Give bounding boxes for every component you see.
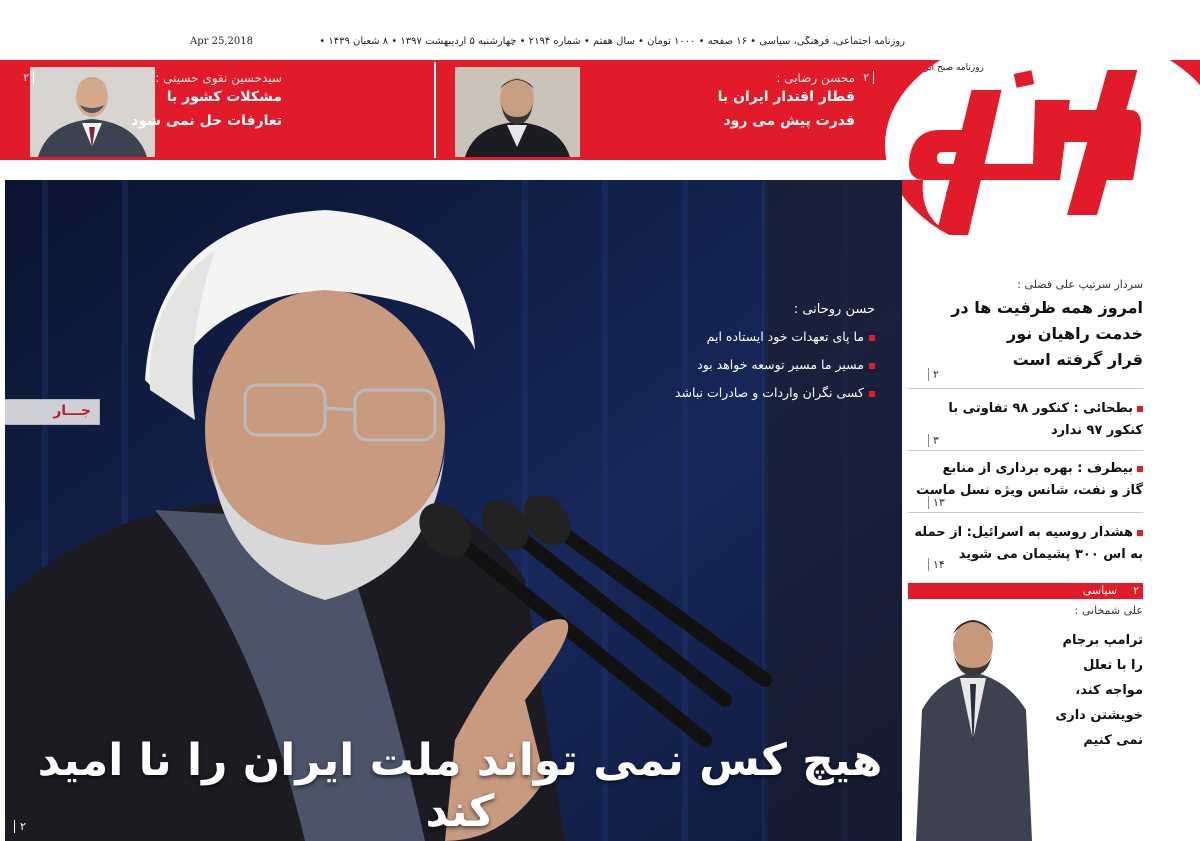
headline-line: امروز همه ظرفیت ها در (951, 298, 1143, 317)
logo-tagline: روزنامه صبح ایران (915, 63, 984, 73)
headline-line: نمی کنیم (1083, 733, 1143, 748)
headline-line: کنکور ۹۷ ندارد (1051, 423, 1143, 438)
section-bar-politics[interactable] (908, 583, 1143, 599)
news-item[interactable] (908, 458, 1143, 509)
watermark-label: جـــار (5, 399, 100, 425)
teaser-page-number: ۲ (863, 71, 874, 84)
headline-line: خدمت راهیان نور (1007, 324, 1143, 343)
news-item[interactable] (908, 522, 1143, 571)
story-headline (908, 398, 1143, 442)
main-photo[interactable] (5, 180, 902, 841)
teaser-photo-rezaei (455, 67, 580, 157)
main-headline[interactable]: هیچ کس نمی تواند ملت ایران را نا امید کند (37, 735, 883, 837)
news-item[interactable] (908, 398, 1143, 447)
right-column (908, 260, 1198, 841)
quote-item (660, 385, 875, 400)
story-page-number: ۳ (928, 434, 939, 447)
quote-text: کسی نگران واردات و صادرات نباشد (674, 385, 864, 400)
story-author: سردار سرتیپ علی فضلی : (1017, 278, 1143, 291)
newspaper-logo[interactable] (885, 30, 1200, 260)
masthead-info: روزنامه اجتماعی، فرهنگی، سیاسی • ۱۶ صفحه • ۱۰۰۰ تومان • سال هفتم • شماره ۲۱۹۴ • چهارشنبه ۵ اردیبهشت ۱۳۹۷ • ۸ شعبان ۱۴۳۹ • (319, 36, 905, 47)
section-label: سیاسی (1082, 584, 1117, 597)
story-page-number: ۱۳ (928, 496, 945, 509)
headline-line: را با تعلل (1083, 658, 1143, 673)
story-page-number: ۲ (928, 368, 939, 381)
feature-headline (1038, 628, 1143, 753)
teaser-headline-line: قطار اقتدار ایران با (717, 89, 855, 105)
feature-shamkhani[interactable] (908, 600, 1143, 841)
teaser-author: سیدحسین نقوی حسینی : (155, 71, 282, 85)
bullet-square-icon (869, 363, 875, 369)
teaser-headline (718, 85, 855, 133)
headline-line: بیطرف : بهره برداری از منابع (942, 461, 1133, 476)
feature-author: علی شمخانی : (1074, 604, 1143, 617)
headline-line: قرار گرفته است (1012, 350, 1143, 369)
teaser-separator (434, 62, 436, 158)
bullet-square-icon (1137, 530, 1143, 536)
teaser-text-naghavi (131, 71, 282, 133)
lead-story[interactable] (908, 278, 1143, 381)
quote-text: مسیر ما مسیر توسعه خواهد بود (697, 357, 864, 372)
teaser-text-rezaei (718, 71, 855, 133)
teaser-author: محسن رضایی : (776, 71, 855, 85)
bullet-square-icon (1137, 466, 1143, 472)
headline-line: مواجه کند، (1075, 683, 1143, 698)
quote-text: ما پای تعهدات خود ایستاده ایم (706, 329, 864, 344)
teaser-rezaei[interactable] (440, 63, 880, 157)
story-headline (908, 295, 1143, 373)
teaser-headline (131, 85, 282, 133)
headline-line: ترامپ برجام (1062, 633, 1143, 648)
teaser-naghavi[interactable] (0, 63, 432, 157)
headline-line: هشدار روسیه به اسرائیل: از حمله (914, 525, 1133, 540)
bullet-square-icon (1137, 406, 1143, 412)
quote-box (660, 302, 875, 413)
section-number: ۲ (1133, 584, 1139, 597)
teaser-headline-line: تعارفات حل نمی شود (131, 113, 282, 129)
divider (908, 388, 1143, 389)
teaser-headline-line: مشکلات کشور با (166, 89, 282, 105)
bullet-square-icon (869, 391, 875, 397)
teaser-headline-line: قدرت پیش می رود (723, 113, 855, 129)
divider (908, 512, 1143, 513)
teaser-page-number: ۲ (23, 71, 34, 84)
quote-author: حسن روحانی : (793, 302, 875, 317)
story-page-number: ۱۴ (928, 558, 945, 571)
bullet-square-icon (869, 335, 875, 341)
masthead-date-en: Apr 25,2018 (190, 36, 253, 47)
feature-photo-shamkhani (908, 600, 1038, 841)
main-page-number: ۲ (14, 820, 26, 833)
headline-line: به اس ۳۰۰ پشیمان می شوید (958, 547, 1143, 562)
divider (908, 450, 1143, 451)
masthead-info-line (190, 36, 905, 52)
headline-line: بطحائی : کنکور ۹۸ تفاوتی با (948, 401, 1133, 416)
headline-line: گاز و نفت، شانس ویژه نسل ماست (916, 483, 1143, 498)
quote-item (660, 357, 875, 372)
quote-item (660, 329, 875, 344)
headline-line: خویشتن داری (1055, 708, 1143, 723)
